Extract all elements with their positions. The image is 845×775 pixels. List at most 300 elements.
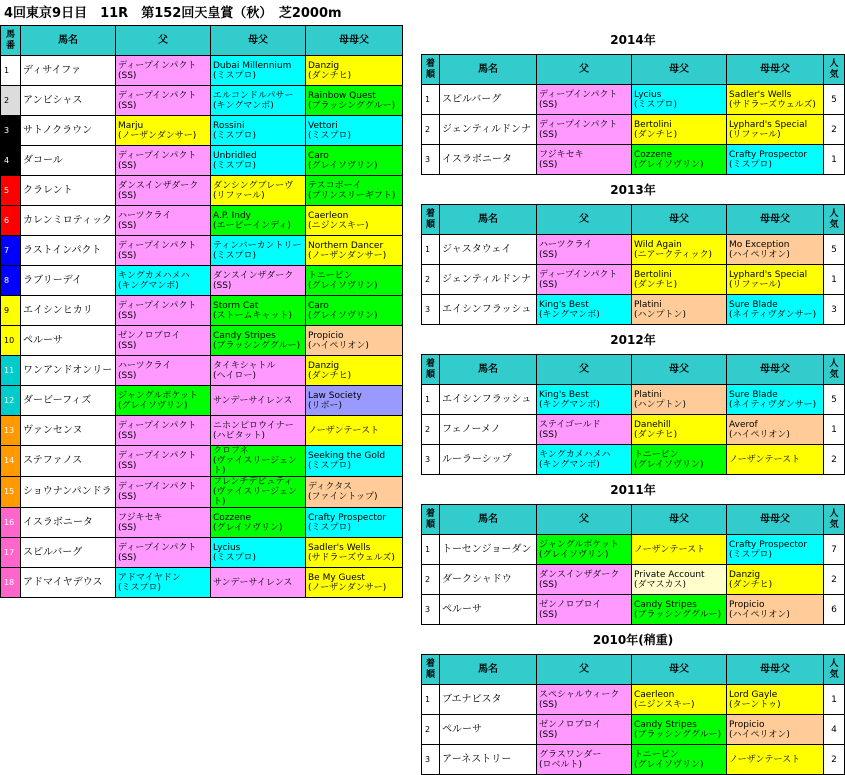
sire-cell	[116, 206, 211, 236]
horse-number: 4	[1, 146, 21, 176]
finish-rank: 2	[422, 115, 440, 145]
sire-cell-line: ハーツクライ	[539, 239, 593, 250]
damdam-sire-cell	[727, 295, 824, 325]
horse-name: ペルーサ	[21, 326, 116, 356]
header-rank: 着順	[422, 505, 440, 535]
sire-cell-line: ディープインパクト	[118, 300, 197, 311]
damdam-sire-cell	[306, 508, 403, 538]
table-row	[422, 85, 845, 115]
damdam-sire-cell-line: Propicio	[729, 599, 765, 610]
horse-name: ラブリーデイ	[21, 266, 116, 296]
sire-cell-line: (キングマンボ)	[118, 280, 179, 291]
race-title: 4回東京9日目 11R 第152回天皇賞（秋） 芝2000m	[4, 6, 342, 21]
dam-sire-cell-line: (ハビタット)	[213, 430, 266, 441]
horse-name: スピルバーグ	[440, 85, 537, 115]
table-row	[1, 236, 403, 266]
sire-cell-line: (グレイソヴリン)	[118, 400, 188, 411]
dam-sire-cell	[632, 595, 727, 625]
sire-cell-line: (SS)	[118, 70, 137, 81]
dam-sire-cell	[211, 206, 306, 236]
horse-name: ペルーサ	[440, 715, 537, 745]
sire-cell-line: (グレイソヴリン)	[539, 549, 609, 560]
popularity: 3	[824, 295, 845, 325]
finish-rank: 3	[422, 145, 440, 175]
table-row	[422, 565, 845, 595]
history-header-row	[422, 205, 845, 235]
sire-cell-line: ダンスインザダーク	[118, 180, 199, 191]
damdam-sire-cell-line: Danzig	[729, 569, 761, 580]
dam-sire-cell	[632, 385, 727, 415]
sire-cell-line: ディープインパクト	[539, 269, 618, 280]
horse-name: ダービーフィズ	[21, 386, 116, 416]
header-num: 馬番	[1, 26, 21, 56]
header-pop: 人気	[824, 655, 845, 685]
header-sire: 父	[537, 205, 632, 235]
sire-cell	[537, 445, 632, 475]
sire-cell-line: (SS)	[118, 250, 137, 261]
dam-sire-cell-line: (ミスプロ)	[213, 130, 257, 141]
table-row	[422, 745, 845, 775]
dam-sire-cell	[211, 508, 306, 538]
dam-sire-cell	[632, 565, 727, 595]
dam-sire-cell	[211, 146, 306, 176]
table-row	[422, 145, 845, 175]
dam-sire-cell	[632, 145, 727, 175]
damdam-sire-cell-line: (リファール)	[729, 129, 781, 140]
sire-cell	[116, 296, 211, 326]
damdam-sire-cell-line: ノーザンテースト	[729, 754, 801, 765]
damdam-sire-cell-line: (リボー)	[308, 400, 343, 411]
popularity: 1	[824, 145, 845, 175]
dam-sire-cell	[632, 535, 727, 565]
sire-cell-line: (ノーザンダンサー)	[118, 130, 197, 141]
damdam-sire-cell	[727, 415, 824, 445]
sire-cell	[116, 176, 211, 206]
damdam-sire-cell-line: (ハイペリオン)	[729, 729, 790, 740]
sire-cell	[537, 85, 632, 115]
finish-rank: 3	[422, 595, 440, 625]
header-damdam: 母母父	[727, 505, 824, 535]
sire-cell-line: Marju	[118, 120, 144, 131]
dam-sire-cell-line: (ヴァイスリージェント)	[213, 456, 297, 476]
damdam-sire-cell-line: (ニジンスキー)	[308, 220, 369, 231]
damdam-sire-cell-line: (ファイントップ)	[308, 492, 378, 502]
dam-sire-cell-line: (ハンプトン)	[634, 309, 687, 320]
sire-cell-line: (SS)	[118, 220, 137, 231]
sire-cell-line: ディープインパクト	[118, 420, 197, 431]
damdam-sire-cell	[306, 356, 403, 386]
header-name: 馬名	[440, 205, 537, 235]
damdam-sire-cell	[727, 745, 824, 775]
horse-number: 5	[1, 176, 21, 206]
year-heading: 2012年	[610, 332, 656, 347]
table-row	[1, 416, 403, 446]
damdam-sire-cell-line: Crafty Prospector	[308, 512, 387, 523]
header-name: 馬名	[440, 355, 537, 385]
table-row	[1, 116, 403, 146]
horse-name: イスラボニータ	[440, 145, 537, 175]
damdam-sire-cell-line: Lyphard's Special	[729, 269, 808, 280]
table-row	[1, 206, 403, 236]
table-row	[1, 446, 403, 477]
popularity: 2	[824, 115, 845, 145]
dam-sire-cell	[211, 356, 306, 386]
finish-rank: 1	[422, 85, 440, 115]
sire-cell	[116, 477, 211, 508]
damdam-sire-cell-line: Sure Blade	[729, 299, 778, 310]
header-dam: 母父	[632, 205, 727, 235]
horse-number: 14	[1, 446, 21, 477]
damdam-sire-cell-line: Mo Exception	[729, 239, 790, 250]
header-name: 馬名	[440, 655, 537, 685]
dam-sire-cell-line: Danehill	[634, 419, 671, 430]
sire-cell	[537, 535, 632, 565]
sire-cell-line: ディープインパクト	[118, 90, 197, 101]
year-row	[422, 25, 845, 55]
header-rank: 着順	[422, 355, 440, 385]
dam-sire-cell	[211, 568, 306, 598]
dam-sire-cell-line: Bertolini	[634, 119, 672, 130]
dam-sire-cell-line: (ブラッシンググルー)	[213, 340, 301, 351]
entries-table	[0, 25, 403, 598]
sire-cell-line: (SS)	[539, 279, 558, 290]
sire-cell	[116, 538, 211, 568]
sire-cell-line: ハーツクライ	[118, 210, 172, 221]
year-row	[422, 625, 845, 655]
dam-sire-cell	[211, 477, 306, 508]
damdam-sire-cell	[306, 176, 403, 206]
damdam-sire-cell-line: Caro	[308, 300, 329, 311]
header-pop: 人気	[824, 205, 845, 235]
table-row	[1, 568, 403, 598]
dam-sire-cell-line: Lycius	[213, 542, 241, 553]
dam-sire-cell-line: Lycius	[634, 89, 662, 100]
popularity: 5	[824, 385, 845, 415]
damdam-sire-cell-line: (ミスプロ)	[729, 159, 773, 170]
header-dam: 母父	[211, 26, 306, 56]
damdam-sire-cell-line: (グレイソヴリン)	[308, 310, 378, 321]
header-pop: 人気	[824, 505, 845, 535]
sire-cell	[537, 145, 632, 175]
damdam-sire-cell-line: Averof	[729, 419, 758, 430]
dam-sire-cell-line: トニービン	[634, 749, 679, 760]
horse-number: 18	[1, 568, 21, 598]
dam-sire-cell-line: トニービン	[634, 449, 679, 460]
sire-cell-line: ゼンノロブロイ	[118, 330, 181, 341]
dam-sire-cell	[211, 538, 306, 568]
sire-cell	[537, 595, 632, 625]
horse-name: クラレント	[21, 176, 116, 206]
horse-number: 2	[1, 86, 21, 116]
header-damdam: 母母父	[306, 26, 403, 56]
dam-sire-cell	[632, 715, 727, 745]
damdam-sire-cell	[306, 146, 403, 176]
dam-sire-cell-line: Dubai Millennium	[213, 60, 292, 71]
sire-cell-line: (SS)	[118, 190, 137, 201]
damdam-sire-cell	[306, 86, 403, 116]
horse-name: ショウナンパンドラ	[21, 477, 116, 508]
dam-sire-cell-line: Cozzene	[213, 512, 252, 523]
dam-sire-cell	[632, 295, 727, 325]
horse-name: カレンミロティック	[21, 206, 116, 236]
sire-cell-line: (SS)	[118, 492, 137, 502]
dam-sire-cell-line: (ハンプトン)	[634, 399, 687, 410]
dam-sire-cell-line: (エーピーインディ)	[213, 220, 291, 231]
sire-cell-line: ディープインパクト	[118, 451, 197, 461]
damdam-sire-cell-line: Lord Gayle	[729, 689, 778, 700]
dam-sire-cell-line: (ストームキャット)	[213, 310, 293, 321]
horse-name: エイシンフラッシュ	[440, 385, 537, 415]
horse-name: ジェンティルドンナ	[440, 265, 537, 295]
damdam-sire-cell	[306, 568, 403, 598]
dam-sire-cell-line: (ミスプロ)	[634, 99, 678, 110]
header-damdam: 母母父	[727, 205, 824, 235]
dam-sire-cell-line: (ダマスカス)	[634, 579, 687, 590]
sire-cell	[537, 715, 632, 745]
damdam-sire-cell-line: (ミスプロ)	[308, 130, 352, 141]
dam-sire-cell-line: (グレイソヴリン)	[213, 522, 283, 533]
dam-sire-cell-line: (ブラッシンググルー)	[634, 729, 722, 740]
history-header-row	[422, 655, 845, 685]
horse-name: ディサイファ	[21, 56, 116, 86]
finish-rank: 1	[422, 535, 440, 565]
table-row	[1, 386, 403, 416]
horse-name: トーセンジョーダン	[440, 535, 537, 565]
dam-sire-cell-line: Bertolini	[634, 269, 672, 280]
sire-cell-line: フジキセキ	[118, 512, 163, 523]
table-row	[1, 356, 403, 386]
table-row	[422, 235, 845, 265]
damdam-sire-cell-line: Sure Blade	[729, 389, 778, 400]
damdam-sire-cell	[306, 56, 403, 86]
sire-cell-line: (キングマンボ)	[539, 309, 600, 320]
horse-number: 3	[1, 116, 21, 146]
sire-cell	[537, 295, 632, 325]
dam-sire-cell-line: サンデーサイレンス	[213, 577, 293, 588]
sire-cell-line: キングカメハメハ	[118, 270, 190, 281]
dam-sire-cell-line: (グレイソヴリン)	[634, 459, 704, 470]
horse-number: 6	[1, 206, 21, 236]
sire-cell	[116, 416, 211, 446]
horse-name: フェノーメノ	[440, 415, 537, 445]
finish-rank: 3	[422, 745, 440, 775]
damdam-sire-cell-line: (ハイペリオン)	[729, 249, 790, 260]
header-sire: 父	[537, 655, 632, 685]
sire-cell-line: (SS)	[118, 160, 137, 171]
dam-sire-cell-line: フレンチデピュティ	[213, 477, 293, 487]
dam-sire-cell-line: ダンスインザダーク	[213, 270, 294, 281]
damdam-sire-cell-line: (プリンスリーギフト)	[308, 190, 396, 201]
dam-sire-cell-line: Rossini	[213, 120, 245, 131]
horse-name: ジェンティルドンナ	[440, 115, 537, 145]
sire-cell-line: ステイゴールド	[539, 419, 601, 430]
sire-cell-line: (SS)	[539, 249, 558, 260]
damdam-sire-cell-line: (ダンチヒ)	[308, 70, 352, 81]
finish-rank: 1	[422, 385, 440, 415]
table-row	[422, 685, 845, 715]
horse-number: 13	[1, 416, 21, 446]
dam-sire-cell-line: (ニアークティック)	[634, 249, 713, 260]
sire-cell-line: (SS)	[539, 129, 558, 140]
table-row	[422, 115, 845, 145]
dam-sire-cell-line: ダンシングブレーヴ	[213, 180, 294, 191]
damdam-sire-cell-line: (ミスプロ)	[308, 461, 352, 471]
header-sire: 父	[116, 26, 211, 56]
sire-cell-line: (SS)	[118, 552, 137, 563]
horse-name: ダコール	[21, 146, 116, 176]
horse-name: ルーラーシップ	[440, 445, 537, 475]
damdam-sire-cell	[727, 445, 824, 475]
damdam-sire-cell-line: (ミスプロ)	[308, 522, 352, 533]
year-row	[422, 475, 845, 505]
damdam-sire-cell-line: ノーザンテースト	[308, 425, 380, 436]
damdam-sire-cell-line: Crafty Prospector	[729, 539, 808, 550]
header-name: 馬名	[21, 26, 116, 56]
sire-cell-line: (SS)	[539, 579, 558, 590]
damdam-sire-cell-line: (ハイペリオン)	[308, 340, 369, 351]
dam-sire-cell-line: Candy Stripes	[213, 330, 276, 341]
popularity: 4	[824, 715, 845, 745]
history-header-row	[422, 55, 845, 85]
header-name: 馬名	[440, 505, 537, 535]
damdam-sire-cell-line: Danzig	[308, 60, 340, 71]
sire-cell-line: ディープインパクト	[118, 60, 197, 71]
horse-name: スピルバーグ	[21, 538, 116, 568]
history-table	[421, 25, 845, 775]
dam-sire-cell	[632, 115, 727, 145]
table-row	[422, 265, 845, 295]
sire-cell	[116, 116, 211, 146]
popularity: 1	[824, 685, 845, 715]
dam-sire-cell	[632, 235, 727, 265]
horse-number: 15	[1, 477, 21, 508]
header-dam: 母父	[632, 655, 727, 685]
header-sire: 父	[537, 355, 632, 385]
sire-cell	[537, 235, 632, 265]
dam-sire-cell	[211, 296, 306, 326]
damdam-sire-cell	[727, 535, 824, 565]
horse-name: ラストインパクト	[21, 236, 116, 266]
damdam-sire-cell	[306, 477, 403, 508]
damdam-sire-cell	[306, 116, 403, 146]
entries-header-row	[1, 26, 403, 56]
damdam-sire-cell-line: Caro	[308, 150, 329, 161]
damdam-sire-cell	[306, 296, 403, 326]
damdam-sire-cell-line: (ダンチヒ)	[729, 579, 773, 590]
horse-number: 12	[1, 386, 21, 416]
header-rank: 着順	[422, 655, 440, 685]
damdam-sire-cell-line: Caerleon	[308, 210, 349, 221]
damdam-sire-cell	[727, 385, 824, 415]
dam-sire-cell-line: (ニジンスキー)	[634, 699, 695, 710]
year-row	[422, 325, 845, 355]
dam-sire-cell-line: (ブラッシンググルー)	[634, 609, 722, 620]
year-heading: 2010年(稍重)	[592, 632, 674, 647]
dam-sire-cell-line: (ダンチヒ)	[634, 429, 678, 440]
damdam-sire-cell-line: Propicio	[729, 719, 765, 730]
dam-sire-cell-line: (ミスプロ)	[213, 552, 257, 563]
sire-cell	[116, 356, 211, 386]
dam-sire-cell-line: (グレイソヴリン)	[634, 759, 704, 770]
dam-sire-cell-line: Platini	[634, 299, 662, 310]
dam-sire-cell-line: (ミスプロ)	[213, 250, 257, 261]
dam-sire-cell-line: Candy Stripes	[634, 599, 697, 610]
header-dam: 母父	[632, 505, 727, 535]
popularity: 7	[824, 535, 845, 565]
dam-sire-cell-line: (グレイソヴリン)	[634, 159, 704, 170]
sire-cell	[116, 86, 211, 116]
damdam-sire-cell-line: (ハイペリオン)	[729, 609, 790, 620]
sire-cell-line: ゼンノロブロイ	[539, 599, 602, 610]
table-row	[1, 266, 403, 296]
dam-sire-cell	[211, 116, 306, 146]
year-heading: 2013年	[610, 182, 656, 197]
sire-cell-line: フジキセキ	[539, 149, 584, 160]
dam-sire-cell-line: (ダンチヒ)	[634, 129, 678, 140]
table-row	[422, 295, 845, 325]
dam-sire-cell	[211, 266, 306, 296]
dam-sire-cell	[211, 86, 306, 116]
popularity: 2	[824, 445, 845, 475]
damdam-sire-cell	[306, 206, 403, 236]
damdam-sire-cell	[727, 85, 824, 115]
horse-name: ブエナビスタ	[440, 685, 537, 715]
damdam-sire-cell-line: Danzig	[308, 360, 340, 371]
dam-sire-cell-line: サンデーサイレンス	[213, 395, 293, 406]
dam-sire-cell-line: (ミスプロ)	[213, 160, 257, 171]
history-header-row	[422, 355, 845, 385]
sire-cell	[116, 56, 211, 86]
damdam-sire-cell	[306, 538, 403, 568]
damdam-sire-cell	[306, 326, 403, 356]
dam-sire-cell	[211, 236, 306, 266]
dam-sire-cell	[211, 416, 306, 446]
table-row	[1, 538, 403, 568]
popularity: 6	[824, 595, 845, 625]
sire-cell-line: (SS)	[539, 609, 558, 620]
horse-number: 1	[1, 56, 21, 86]
table-row	[422, 385, 845, 415]
header-rank: 着順	[422, 55, 440, 85]
sire-cell-line: ディープインパクト	[539, 89, 618, 100]
damdam-sire-cell-line: Northern Dancer	[308, 240, 384, 251]
sire-cell-line: ディープインパクト	[118, 482, 197, 492]
damdam-sire-cell-line: Be My Guest	[308, 572, 365, 583]
dam-sire-cell	[211, 176, 306, 206]
damdam-sire-cell-line: (ミスプロ)	[729, 549, 773, 560]
horse-number: 10	[1, 326, 21, 356]
damdam-sire-cell	[727, 565, 824, 595]
sire-cell	[537, 385, 632, 415]
damdam-sire-cell-line: (ノーザンダンサー)	[308, 582, 387, 593]
horse-name: サトノクラウン	[21, 116, 116, 146]
table-row	[1, 86, 403, 116]
horse-number: 16	[1, 508, 21, 538]
sire-cell-line: King's Best	[539, 389, 589, 400]
dam-sire-cell-line: Wild Again	[634, 239, 682, 250]
damdam-sire-cell-line: Law Society	[308, 390, 362, 401]
history-header-row	[422, 505, 845, 535]
year-heading: 2011年	[610, 482, 656, 497]
sire-cell-line: (ロベルト)	[539, 759, 583, 770]
damdam-sire-cell	[727, 715, 824, 745]
popularity: 2	[824, 565, 845, 595]
popularity: 1	[824, 265, 845, 295]
sire-cell-line: (SS)	[118, 522, 137, 533]
sire-cell	[116, 568, 211, 598]
dam-sire-cell	[211, 386, 306, 416]
dam-sire-cell	[211, 326, 306, 356]
